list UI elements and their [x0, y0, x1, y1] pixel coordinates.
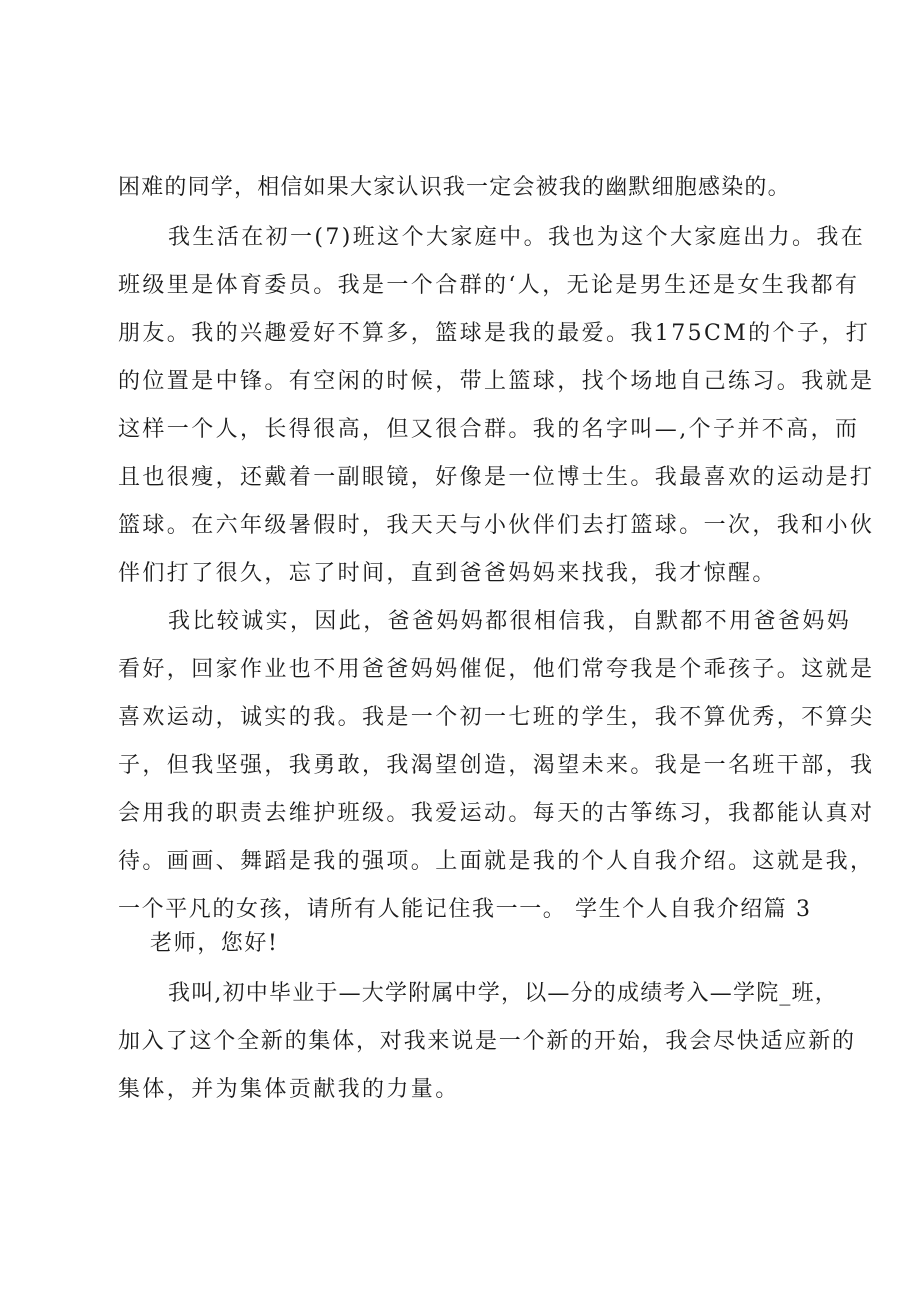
text-line: 集体，并为集体贡献我的力量。 [118, 1077, 460, 1102]
text-line: 且也很瘦，还戴着一副眼镜，好像是一位博士生。我最喜欢的运动是打 [118, 465, 875, 490]
text-line: 篮球。在六年级暑假时，我天天与小伙伴们去打篮球。一次，我和小伙 [118, 513, 875, 538]
text-line: 会用我的职责去维护班级。我爱运动。每天的古筝练习，我都能认真对 [118, 801, 875, 826]
text-line: 待。画画、舞蹈是我的强项。上面就是我的个人自我介绍。这就是我， [118, 849, 875, 874]
text-line: 这样一个人，长得很高，但又很合群。我的名字叫—,个子并不高，而 [118, 417, 860, 442]
paragraph-start-line: 我生活在初一(7)班这个大家庭中。我也为这个大家庭出力。我在 [168, 225, 866, 250]
text-line: 困难的同学，相信如果大家认识我一定会被我的幽默细胞感染的。 [118, 175, 791, 200]
text-line: 朋友。我的兴趣爱好不算多，篮球是我的最爱。我175CM的个子，打 [118, 321, 871, 346]
text-line: 喜欢运动，诚实的我。我是一个初一七班的学生，我不算优秀，不算尖 [118, 705, 875, 730]
text-line: 班级里是体育委员。我是一个合群的‘人，无论是男生还是女生我都有 [118, 273, 860, 298]
text-line: 的位置是中锋。有空闲的时候，带上篮球，找个场地自己练习。我就是 [118, 369, 875, 394]
text-line: 看好，回家作业也不用爸爸妈妈催促，他们常夸我是个乖孩子。这就是 [118, 657, 875, 682]
text-line: 子，但我坚强，我勇敢，我渴望创造，渴望未来。我是一名班干部，我 [118, 753, 875, 778]
paragraph-start-line: 我叫,初中毕业于—大学附属中学，以—分的成绩考入—学院_班， [168, 981, 838, 1006]
text-line: 加入了这个全新的集体，对我来说是一个新的开始，我会尽快适应新的 [118, 1029, 856, 1054]
paragraph-start-line: 我比较诚实，因此，爸爸妈妈都很相信我，自默都不用爸爸妈妈 [168, 609, 852, 634]
text-line: 一个平凡的女孩，请所有人能记住我一一。 学生个人自我介绍篇 3 [118, 897, 812, 922]
greeting-line: 老师，您好! [150, 931, 279, 956]
text-line: 伴们打了很久，忘了时间，直到爸爸妈妈来找我，我才惊醒。 [118, 561, 777, 586]
